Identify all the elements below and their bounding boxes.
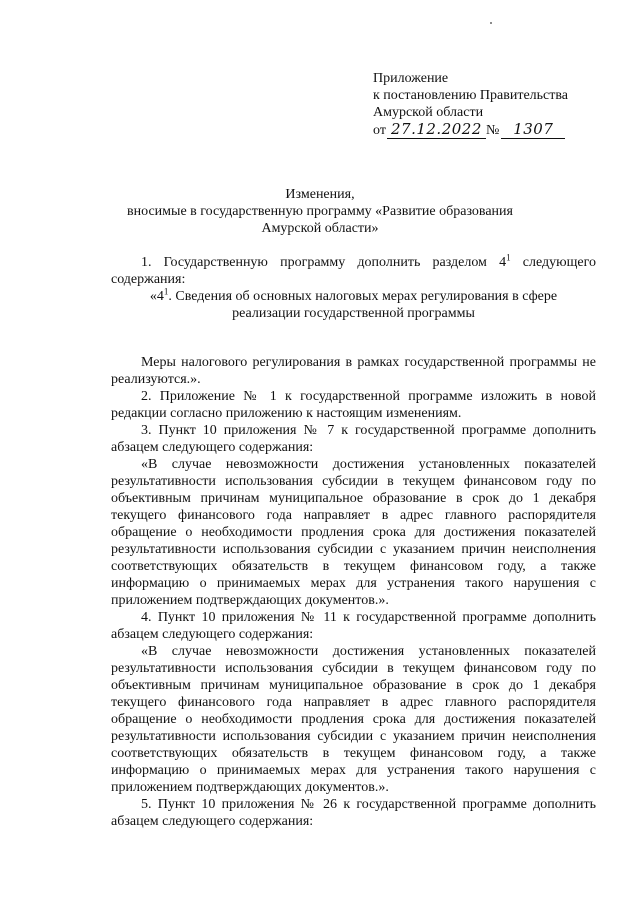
approval-line-2: к постановлению Правительства — [373, 88, 569, 103]
paragraph-4: 4. Пункт 10 приложения № 11 к государственной программе дополнить абзацем следующего содержания: — [111, 610, 596, 642]
approval-date-number — [373, 121, 613, 139]
paragraph-5: 5. Пункт 10 приложения № 26 к государственной программе дополнить абзацем следующего содержания: — [111, 797, 596, 829]
document-title — [80, 186, 560, 237]
body-text — [111, 254, 596, 830]
title-line-1: Изменения, — [285, 187, 355, 202]
paragraph-1: 1. Государственную программу дополнить разделом $4^1$ следующего содержания: — [111, 252, 596, 287]
scan-dot — [490, 22, 492, 24]
paragraph-3-quote: «В случае невозможности достижения установленных показателей результативности использования субсидии в текущем финансовом году по объективным причинам муниципальное образование в срок до 1 декабря текущего финансового года направляет в адрес главного распорядителя обращение о необходимости продления срока для достижения показателей результативности использования субсидии с указанием причин неисполнения соответствующих обязательств в текущем финансовом году, а также информацию о принимаемых мерах для устранения такого нарушения с приложением подтверждающих документов.». — [111, 457, 596, 608]
approval-line-3: Амурской области — [373, 105, 484, 120]
handwritten-number: 1307 — [501, 121, 565, 139]
section-heading: «$4^1$. Сведения об основных налоговых мерах регулирования в сфере реализации государственной программы — [149, 286, 558, 321]
title-line-2: вносимые в государственную программу «Развитие образования — [127, 204, 513, 219]
paragraph-4-quote: «В случае невозможности достижения установленных показателей результативности использования субсидии в текущем финансовом году по объективным причинам муниципальное образование в срок до 1 декабря текущего финансового года направляет в адрес главного распорядителя обращение о необходимости продления срока для достижения показателей результативности использования субсидии с указанием причин неисполнения соответствующих обязательств в текущем финансовом году, а также информацию о принимаемых мерах для устранения такого нарушения с приложением подтверждающих документов.». — [111, 644, 596, 795]
paragraph-3: 3. Пункт 10 приложения № 7 к государственной программе дополнить абзацем следующего содержания: — [111, 423, 596, 455]
approval-line-1: Приложение — [373, 71, 449, 86]
paragraph-2: 2. Приложение № 1 к государственной программе изложить в новой редакции согласно приложению к настоящим изменениям. — [111, 389, 596, 421]
from-label: от — [373, 123, 386, 138]
number-label: № — [485, 123, 500, 138]
title-line-3: Амурской области» — [261, 221, 379, 236]
measures-paragraph: Меры налогового регулирования в рамках государственной программы не реализуются.». — [111, 355, 596, 387]
handwritten-date: 27.12.2022 — [387, 121, 486, 139]
approval-block — [373, 70, 613, 139]
